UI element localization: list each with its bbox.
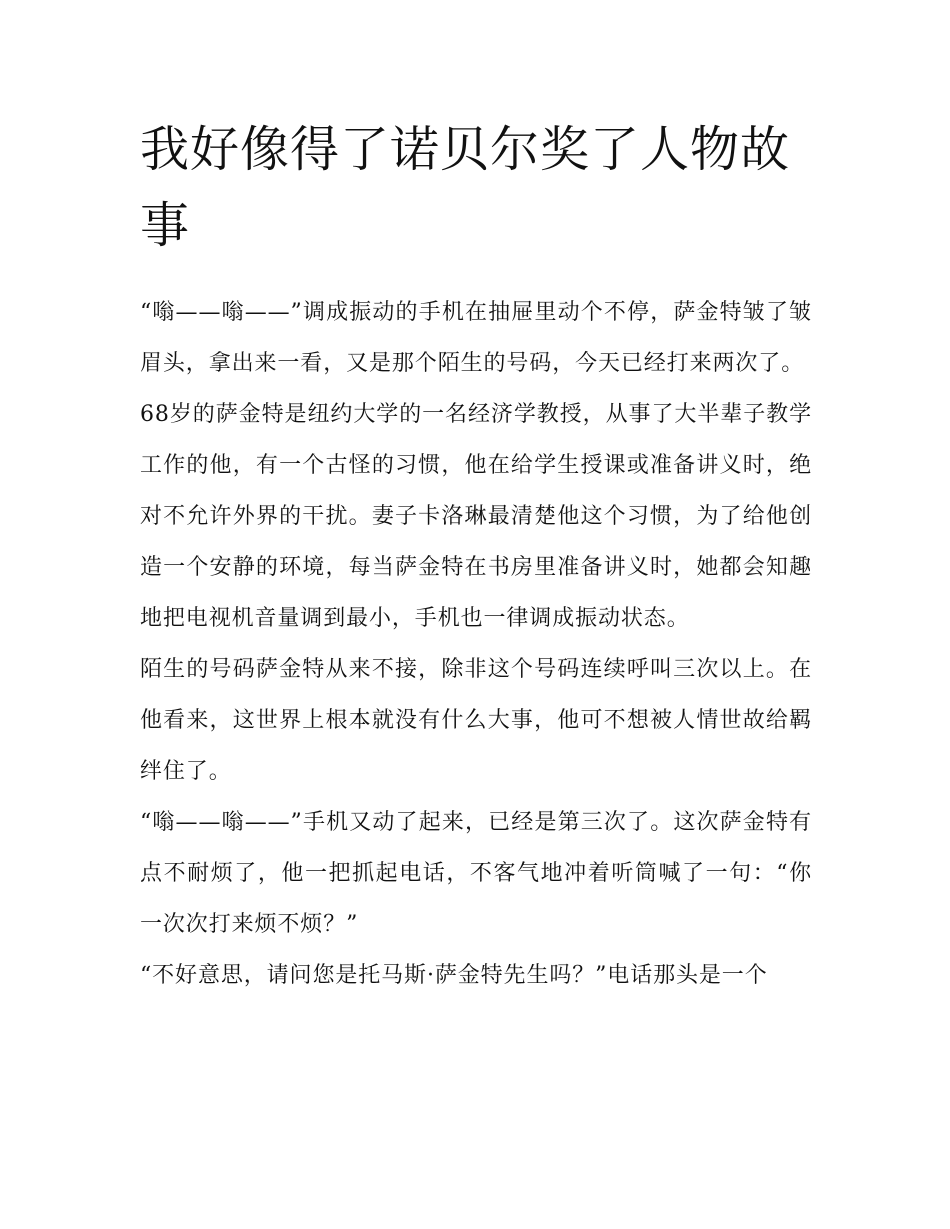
document-body [140,287,812,1001]
paragraph: “嗡——嗡——”调成振动的手机在抽屉里动个不停，萨金特皱了皱眉头，拿出来一看，又是那个陌生的号码，今天已经打来两次了。 [140,300,812,376]
paragraph: “不好意思，请问您是托马斯·萨金特先生吗？”电话那头是一个 [140,963,768,988]
paragraph: 68岁的萨金特是纽约大学的一名经济学教授，从事了大半辈子教学工作的他，有一个古怪的习惯，他在给学生授课或准备讲义时，绝对不允许外界的干扰。妻子卡洛琳最清楚他这个习惯，为了给他创造一个安静的环境，每当萨金特在书房里准备讲义时，她都会知趣地把电视机音量调到最小，手机也一律调成振动状态。 [140,402,812,631]
document-title: 我好像得了诺贝尔奖了人物故事 [140,121,791,254]
document-page [140,112,812,1001]
paragraph: “嗡——嗡——”手机又动了起来，已经是第三次了。这次萨金特有点不耐烦了，他一把抓起电话，不客气地冲着听筒喊了一句：“你一次次打来烦不烦？” [140,810,812,937]
paragraph: 陌生的号码萨金特从来不接，除非这个号码连续呼叫三次以上。在他看来，这世界上根本就没有什么大事，他可不想被人情世故给羁绊住了。 [140,657,812,784]
